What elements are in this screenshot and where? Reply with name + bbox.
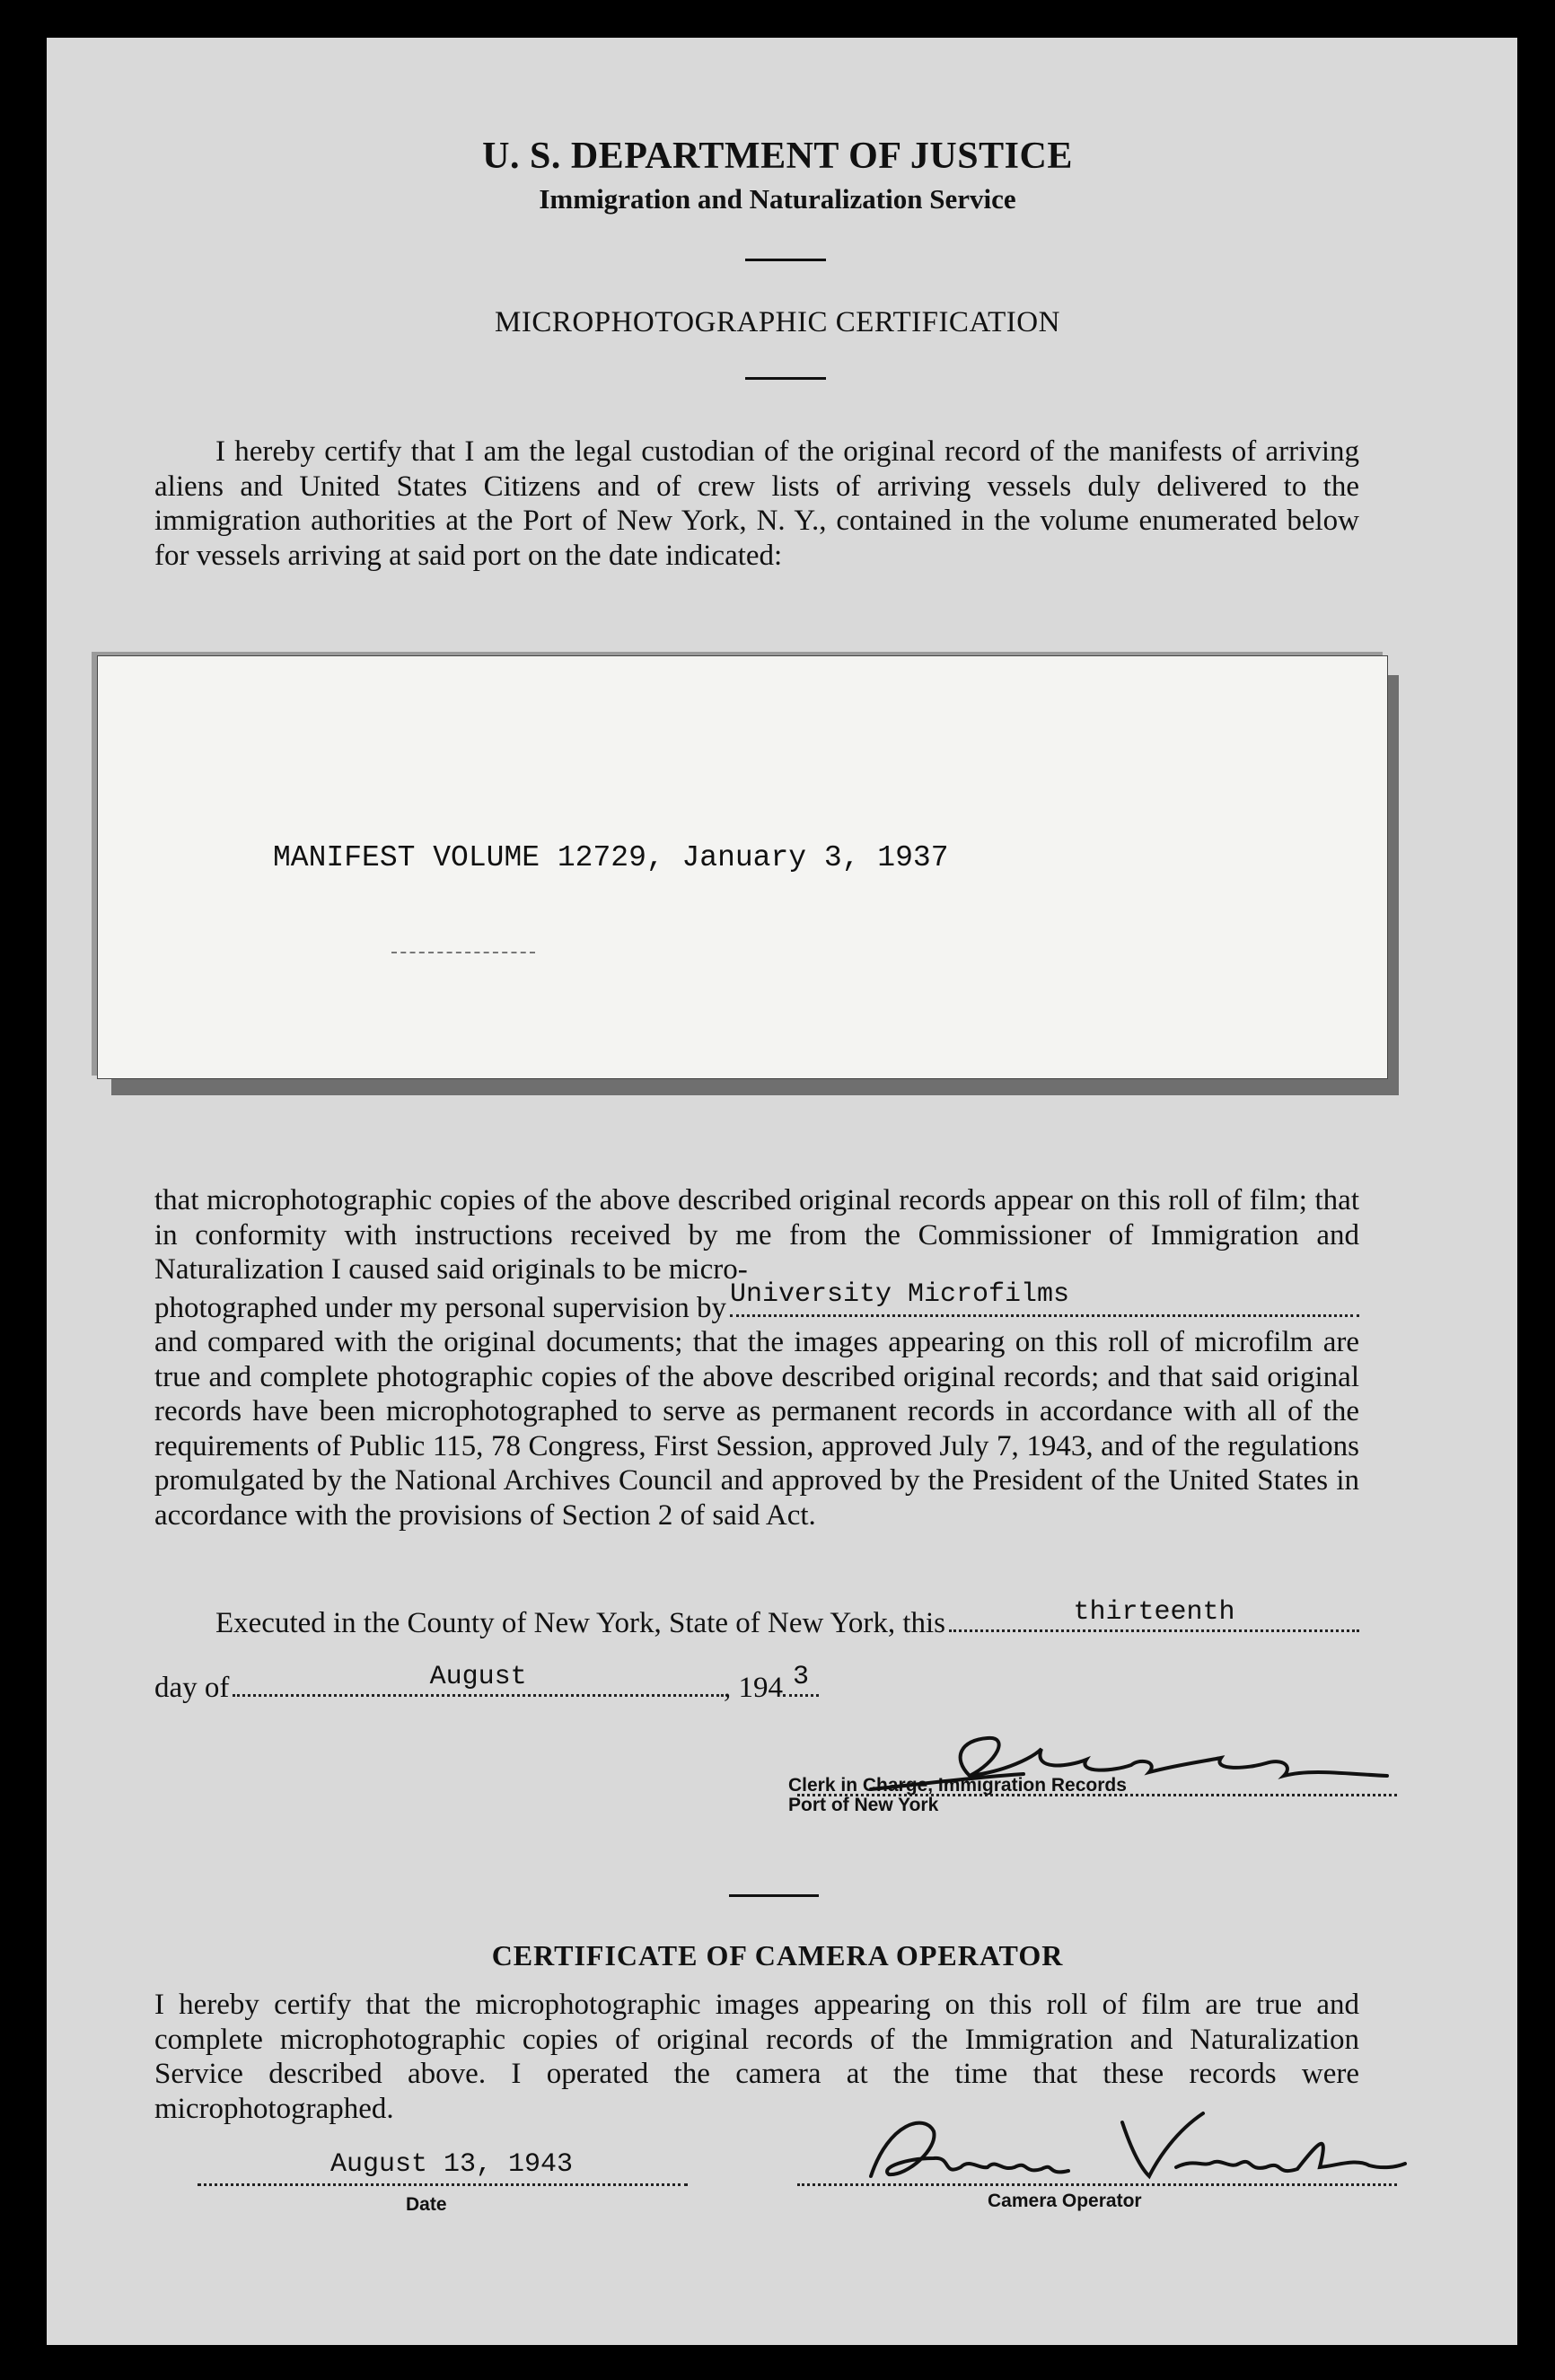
executed-line	[215, 1597, 1359, 1640]
supervisor-field	[729, 1279, 1359, 1317]
year-field	[783, 1662, 819, 1697]
year-prefix: , 194	[724, 1672, 783, 1704]
camera-operator-title: CERTIFICATE OF CAMERA OPERATOR	[491, 1939, 1064, 1972]
pencil-mark	[391, 952, 535, 953]
certification-body	[154, 1183, 1359, 1533]
camera-operator-signature	[853, 2104, 1410, 2194]
clerk-title-line1: Clerk in Charge, Immigration Records	[788, 1775, 1127, 1796]
manifest-volume-text: MANIFEST VOLUME 12729, January 3, 1937	[273, 841, 949, 874]
year-value: 3	[792, 1662, 809, 1692]
form-title: MICROPHOTOGRAPHIC CERTIFICATION	[495, 306, 1060, 338]
executed-prefix: Executed in the County of New York, State of New York, this	[215, 1607, 946, 1639]
supervision-prefix: photographed under my personal supervision by	[154, 1291, 726, 1324]
body-text-part1: that microphotographic copies of the above described original records appear on this roll of film; that in conformity with instructions received by me from the Commissioner of Immigration and Naturalization I caused said originals to be micro-	[154, 1184, 1359, 1286]
month-field	[233, 1662, 724, 1697]
divider-rule	[745, 377, 826, 380]
day-of-line	[154, 1662, 819, 1705]
body-text-part2: and compared with the original documents; that the images appearing on this roll of microfilm are true and complete photographic copies of the above described original records; and that said original records have been microphotographed to serve as permanent records in accordance with all of the requirements of Public 115, 78 Congress, First Session, approved July 7, 1943, and of the regulations promulgated by the National Archives Council and approved by the President of the United States in accordance with the provisions of Section 2 of said Act.	[154, 1326, 1359, 1532]
date-value: August 13, 1943	[330, 2149, 574, 2180]
supervision-line	[154, 1279, 1359, 1326]
executed-day-field	[949, 1597, 1359, 1632]
camera-operator-statement: I hereby certify that the microphotographic images appearing on this roll of film are true and complete microphotographic copies of original records of the Immigration and Naturalization Service described above. I operated the camera at the time that these records were microphotographed.	[154, 1989, 1359, 2125]
divider-rule	[729, 1894, 819, 1897]
clerk-title	[788, 1776, 1127, 1815]
supervisor-value: University Microfilms	[729, 1279, 1070, 1310]
month-value: August	[429, 1662, 527, 1692]
divider-rule	[745, 259, 826, 261]
date-field	[198, 2151, 688, 2186]
department-heading: U. S. DEPARTMENT OF JUSTICE	[482, 136, 1073, 177]
executed-day-value: thirteenth	[1073, 1597, 1235, 1628]
date-label: Date	[406, 2194, 447, 2215]
camera-operator-label: Camera Operator	[988, 2191, 1142, 2211]
service-subheading: Immigration and Naturalization Service	[539, 183, 1016, 215]
certification-opening: I hereby certify that I am the legal custodian of the original record of the manifests of arriving aliens and United States Citizens and of crew lists of arriving vessels duly delivered to the immigration authorities at the Port of New York, N. Y., contained in the volume enumerated below for vessels arriving at said port on the date indicated:	[154, 435, 1359, 572]
day-of-label: day of	[154, 1672, 230, 1704]
clerk-title-line2: Port of New York	[788, 1795, 939, 1815]
